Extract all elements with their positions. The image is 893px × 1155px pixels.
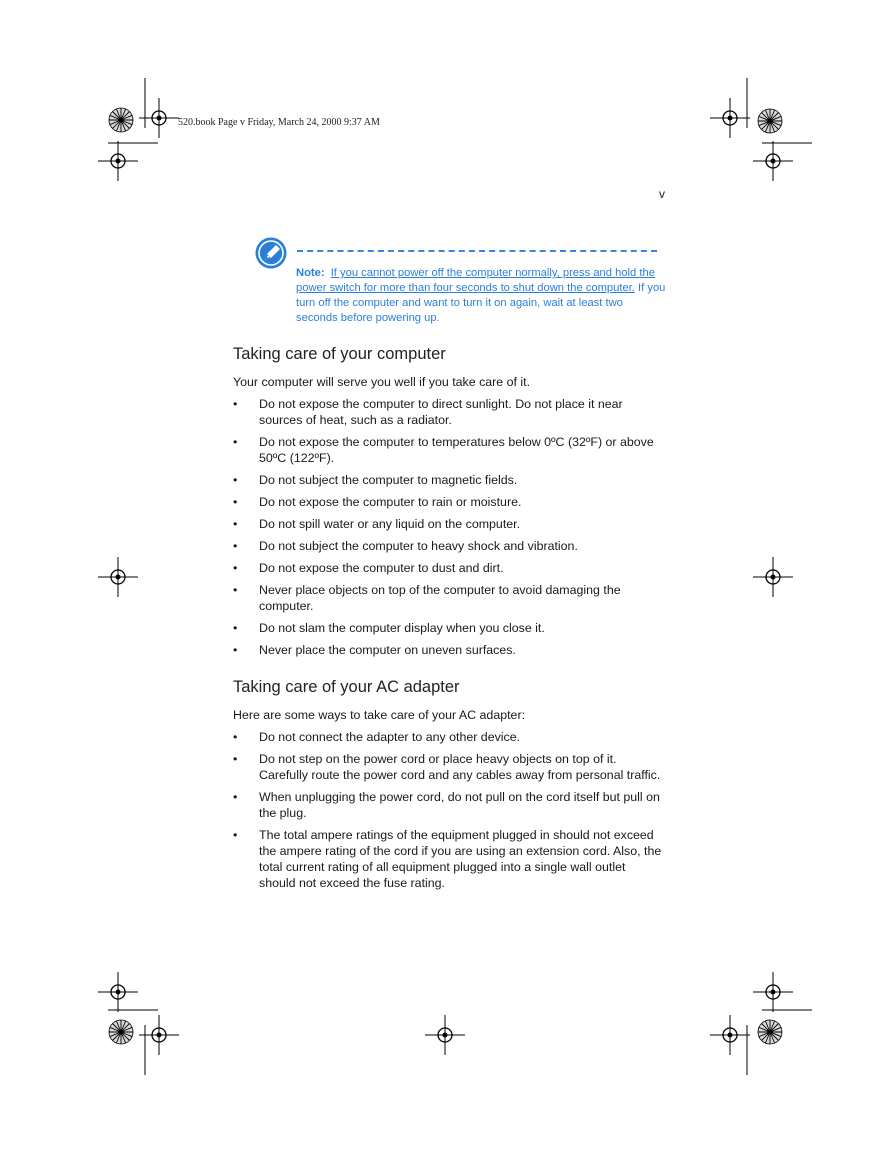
bullet-marker: • [233,517,238,531]
running-header: 520.book Page v Friday, March 24, 2000 9:37 AM [178,117,380,128]
list-item-text: Do not connect the adapter to any other device. [259,730,521,744]
list-item-text: Do not subject the computer to magnetic fields. [259,473,518,487]
bullet-list [233,729,673,891]
note-label: Note: [296,267,325,279]
main-content [233,343,673,891]
list-item [233,582,664,614]
section-computer-care [233,343,673,658]
list-item-text: Do not expose the computer to dust and dirt. [259,561,504,575]
pen-note-icon [254,236,288,270]
bullet-marker: • [233,495,238,509]
list-item [233,516,664,532]
list-item-text: Do not expose the computer to rain or moisture. [259,495,522,509]
list-item [233,642,664,658]
list-item [233,494,664,510]
list-item [233,434,664,466]
list-item-text: Do not expose the computer to temperatures below 0ºC (32ºF) or above 50ºC (122ºF). [259,435,654,465]
section-intro: Here are some ways to take care of your AC adapter: [233,708,526,722]
section-heading: Taking care of your AC adapter [233,678,460,696]
note-divider [297,250,657,252]
list-item-text: Do not slam the computer display when you close it. [259,621,545,635]
list-item-text: Do not step on the power cord or place heavy objects on top of it. Carefully route the power cord and any cables away from personal traffic. [259,752,661,782]
bullet-marker: • [233,397,238,411]
list-item-text: Do not subject the computer to heavy shock and vibration. [259,539,578,553]
section-intro: Your computer will serve you well if you take care of it. [233,375,531,389]
list-item [233,472,664,488]
list-item-text: The total ampere ratings of the equipment plugged in should not exceed the ampere rating of the cord if you are using an extension cord. Also, the total current rating of all equipment plugged into a single wall outlet should not exceed the fuse rating. [259,828,662,890]
list-item [233,620,664,636]
section-adapter-care [233,676,673,891]
bullet-marker: • [233,730,238,744]
bullet-marker: • [233,561,238,575]
list-item-text: When unplugging the power cord, do not pull on the cord itself but pull on the plug. [259,790,660,820]
list-item [233,751,664,783]
list-item [233,827,664,891]
list-item-text: Never place the computer on uneven surfaces. [259,643,516,657]
note-underlined-text: If you cannot power off the computer normally, press and hold the power switch for more than four seconds to shut down the computer. [296,267,655,294]
section-heading: Taking care of your computer [233,345,446,363]
bullet-marker: • [233,539,238,553]
list-item-text: Do not expose the computer to direct sunlight. Do not place it near sources of heat, such as a radiator. [259,397,623,427]
bullet-list [233,396,673,658]
bullet-marker: • [233,790,238,804]
bullet-marker: • [233,435,238,449]
bullet-marker: • [233,828,238,842]
list-item [233,538,664,554]
note-callout [296,266,666,326]
page-number: v [659,187,665,201]
list-item [233,729,664,745]
list-item [233,396,664,428]
bullet-marker: • [233,643,238,657]
list-item-text: Do not spill water or any liquid on the computer. [259,517,521,531]
note-text: If you turn off the computer and want to turn it on again, wait at least two seconds before powering up. [296,282,666,324]
list-item [233,560,664,576]
list-item-text: Never place objects on top of the computer to avoid damaging the computer. [259,583,621,613]
bullet-marker: • [233,583,238,597]
list-item [233,789,664,821]
bullet-marker: • [233,752,238,766]
bullet-marker: • [233,473,238,487]
bullet-marker: • [233,621,238,635]
